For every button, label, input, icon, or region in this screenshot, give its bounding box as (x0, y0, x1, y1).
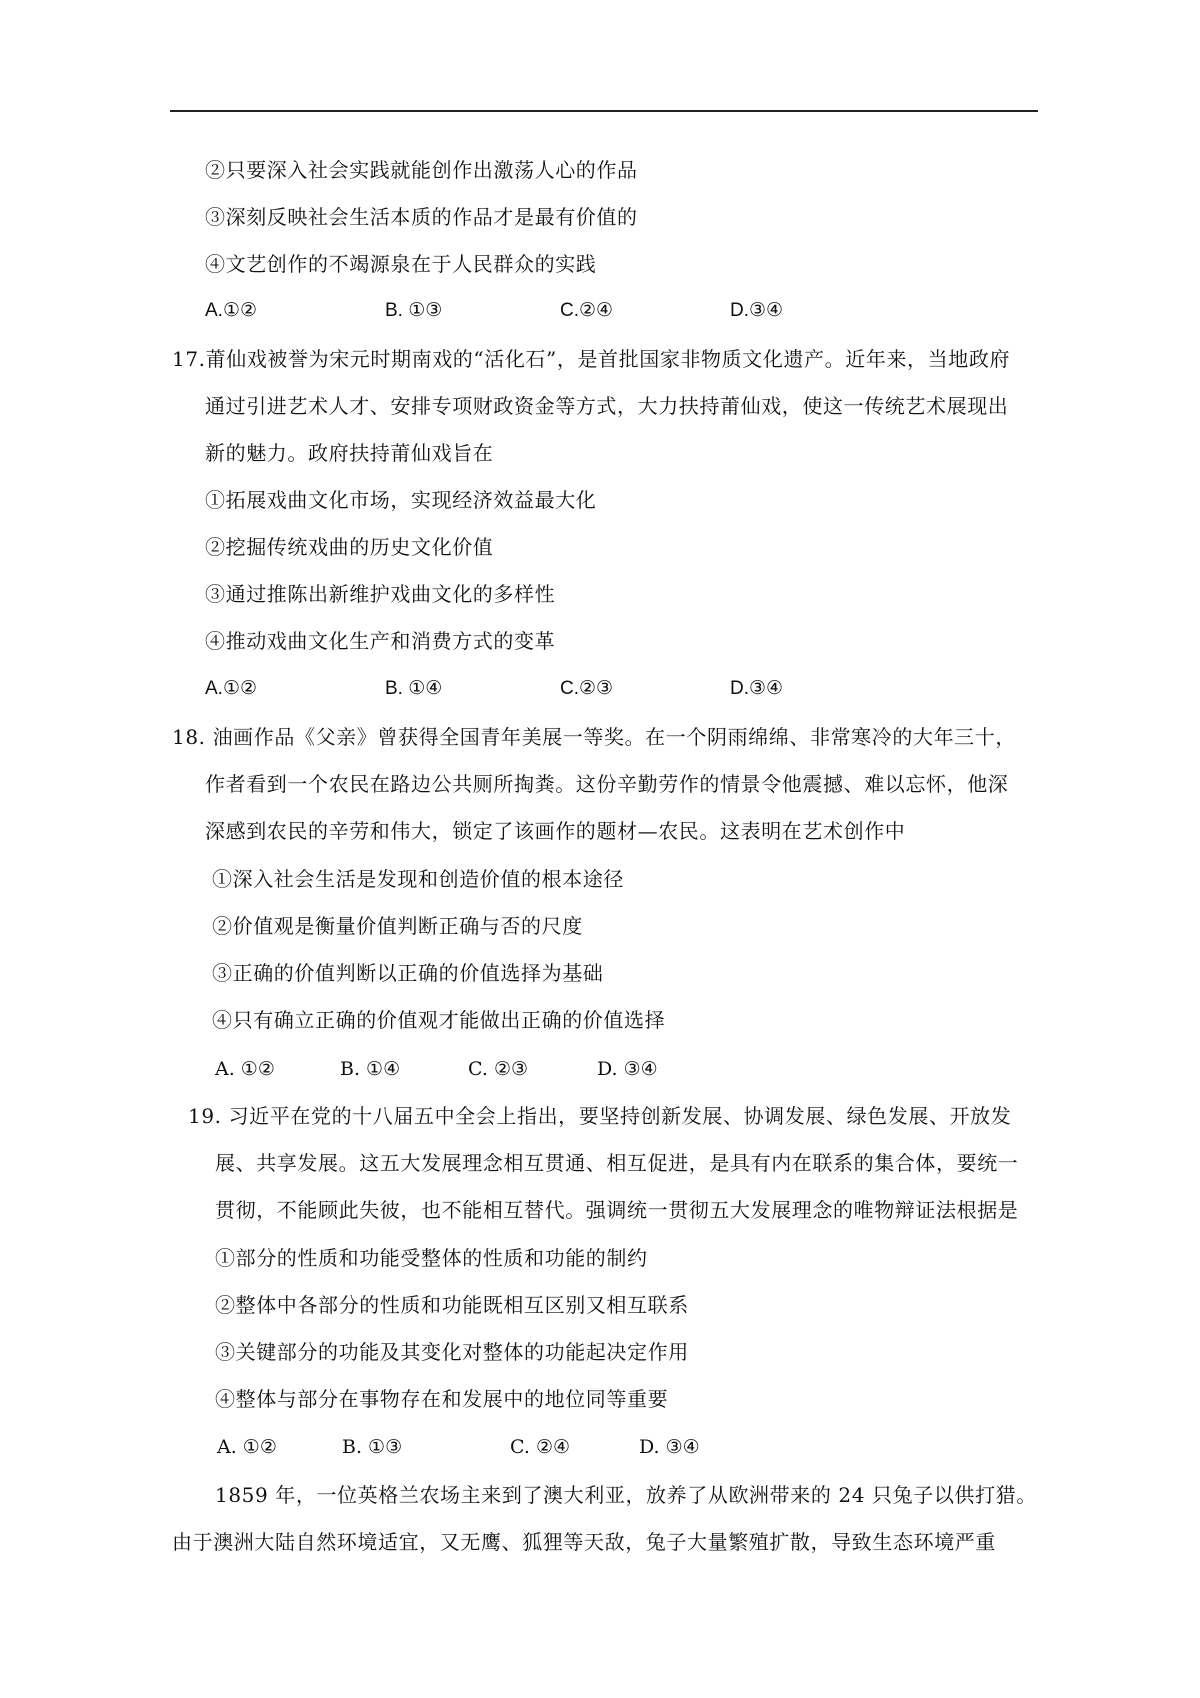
q18-statement-4: ④只有确立正确的价值观才能做出正确的价值选择 (212, 1008, 666, 1032)
q18-option-a: A. ①② (215, 1058, 275, 1080)
header-rule (170, 110, 1038, 112)
q19-option-a: A. ①② (217, 1436, 277, 1458)
q17-stem-line-2: 通过引进艺术人才、安排专项财政资金等方式，大力扶持莆仙戏，使这一传统艺术展现出 (205, 394, 1009, 418)
q17-statement-1: ①拓展戏曲文化市场，实现经济效益最大化 (205, 488, 597, 512)
q19-stem-line-1: 19. 习近平在党的十八届五中全会上指出，要坚持创新发展、协调发展、绿色发展、开放发 (188, 1104, 1012, 1128)
q18-option-d: D. ③④ (597, 1058, 658, 1080)
q18-stem-line-1: 18. 油画作品《父亲》曾获得全国青年美展一等奖。在一个阴雨绵绵、非常寒冷的大年三十， (172, 725, 1016, 749)
q16-option-b: B. ①③ (385, 300, 443, 321)
q18-statement-1: ①深入社会生活是发现和创造价值的根本途径 (212, 867, 624, 891)
passage-line-2: 由于澳洲大陆自然环境适宜，又无鹰、狐狸等天敌，兔子大量繁殖扩散，导致生态环境严重 (172, 1530, 996, 1554)
q17-option-d: D.③④ (730, 678, 784, 699)
q17-option-c: C.②③ (560, 678, 614, 699)
q19-statement-2: ②整体中各部分的性质和功能既相互区别又相互联系 (215, 1293, 689, 1317)
q17-statement-4: ④推动戏曲文化生产和消费方式的变革 (205, 629, 556, 653)
q19-option-d: D. ③④ (639, 1436, 700, 1458)
q17-statement-3: ③通过推陈出新维护戏曲文化的多样性 (205, 582, 556, 606)
q16-statement-3: ③深刻反映社会生活本质的作品才是最有价值的 (205, 205, 638, 229)
q18-stem-line-2: 作者看到一个农民在路边公共厕所掏粪。这份辛勤劳作的情景令他震撼、难以忘怀，他深 (205, 772, 1009, 796)
q18-stem-line-3: 深感到农民的辛劳和伟大，锁定了该画作的题材—农民。这表明在艺术创作中 (205, 819, 906, 843)
q18-statement-2: ②价值观是衡量价值判断正确与否的尺度 (212, 914, 583, 938)
q19-statement-3: ③关键部分的功能及其变化对整体的功能起决定作用 (215, 1340, 689, 1364)
q17-option-b: B. ①④ (385, 678, 443, 699)
q17-stem-line-1: 17.莆仙戏被誉为宋元时期南戏的“活化石”，是首批国家非物质文化遗产。近年来，当地政府 (172, 347, 1011, 371)
q17-stem-line-3: 新的魅力。政府扶持莆仙戏旨在 (205, 441, 494, 465)
q19-statement-1: ①部分的性质和功能受整体的性质和功能的制约 (215, 1246, 648, 1270)
q19-option-c: C. ②④ (510, 1436, 571, 1458)
q18-option-c: C. ②③ (468, 1058, 529, 1080)
q18-statement-3: ③正确的价值判断以正确的价值选择为基础 (212, 961, 604, 985)
q16-option-d: D.③④ (730, 300, 784, 321)
q17-statement-2: ②挖掘传统戏曲的历史文化价值 (205, 535, 494, 559)
q19-statement-4: ④整体与部分在事物存在和发展中的地位同等重要 (215, 1387, 669, 1411)
q18-option-b: B. ①④ (340, 1058, 401, 1080)
q16-statement-4: ④文艺创作的不竭源泉在于人民群众的实践 (205, 252, 597, 276)
q17-option-a: A.①② (205, 678, 258, 699)
q16-option-a: A.①② (205, 300, 258, 321)
q19-stem-line-2: 展、共享发展。这五大发展理念相互贯通、相互促进，是具有内在联系的集合体，要统一 (215, 1151, 1019, 1175)
q19-option-b: B. ①③ (342, 1436, 403, 1458)
q19-stem-line-3: 贯彻，不能顾此失彼，也不能相互替代。强调统一贯彻五大发展理念的唯物辩证法根据是 (215, 1198, 1019, 1222)
q16-statement-2: ②只要深入社会实践就能创作出激荡人心的作品 (205, 158, 638, 182)
q16-option-c: C.②④ (560, 300, 614, 321)
passage-line-1: 1859 年，一位英格兰农场主来到了澳大利亚，放养了从欧洲带来的 24 只兔子以供打猎。 (215, 1483, 1037, 1507)
